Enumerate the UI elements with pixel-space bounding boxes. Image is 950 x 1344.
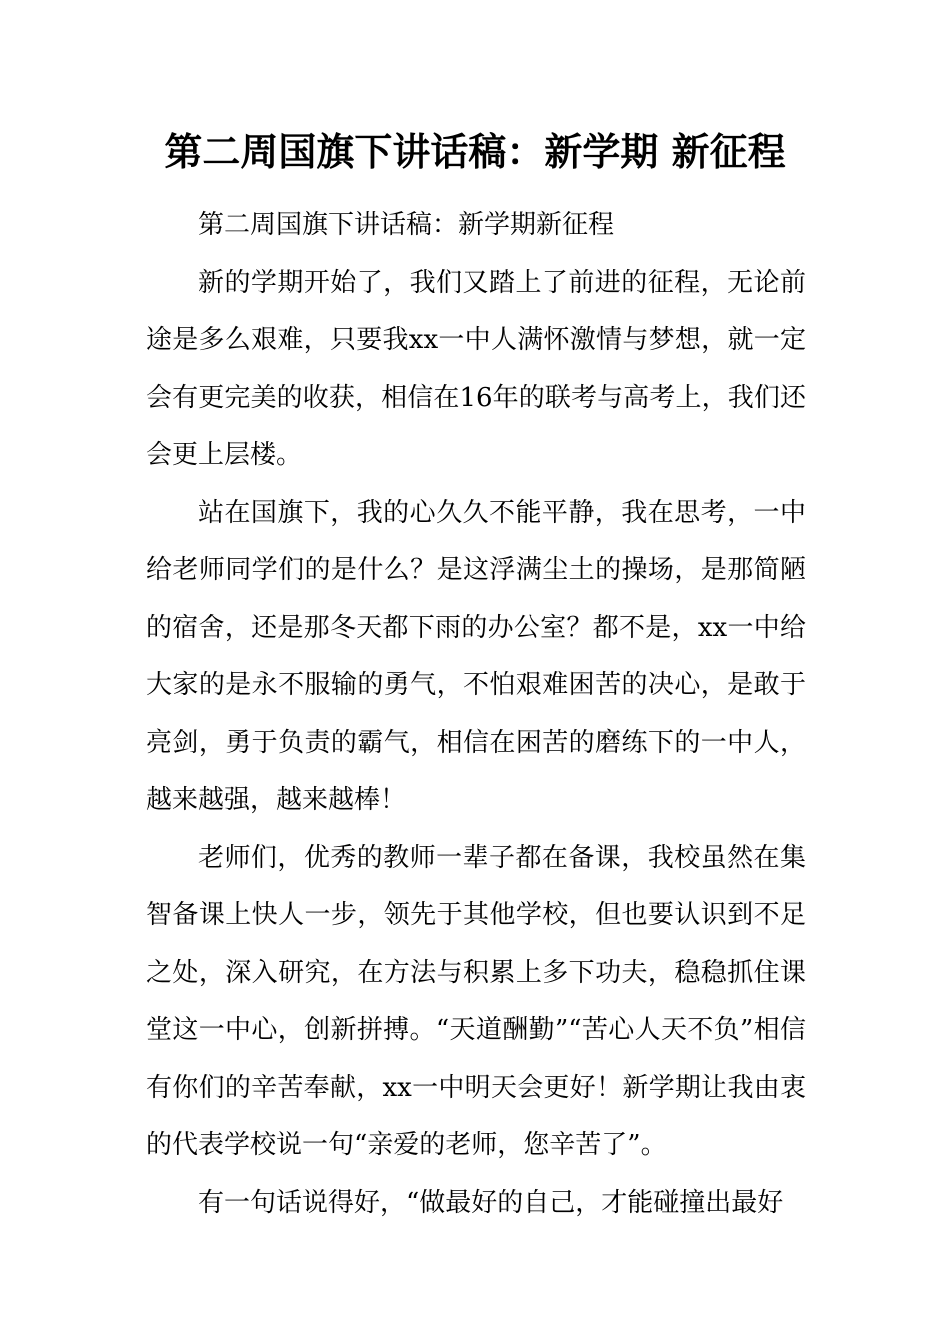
document-body	[146, 197, 806, 1232]
paragraph-subtitle: 第二周国旗下讲话稿：新学期新征程	[198, 210, 615, 240]
paragraph-teachers: 老师们，优秀的教师一辈子都在备课，我校虽然在集智备课上快人一步，领先于其他学校，但也要认识到不足之处，深入研究，在方法与积累上多下功夫，稳稳抓住课堂这一中心，创新拼搏。“天道酬勤”“苦心人天不负”相信有你们的辛苦奉献，xx一中明天会更好！新学期让我由衷的代表学校说一句“亲爱的老师，您辛苦了”。	[146, 842, 806, 1160]
document-title: 第二周国旗下讲话稿：新学期 新征程	[164, 130, 786, 174]
paragraph-best-self: 有一句话说得好，“做最好的自己，才能碰撞出最好	[198, 1187, 784, 1218]
paragraph-new-semester: 新的学期开始了，我们又踏上了前进的征程，无论前途是多么艰难，只要我xx一中人满怀激情与梦想，就一定会有更完美的收获，相信在16年的联考与高考上，我们还会更上层楼。	[146, 267, 806, 470]
paragraph-under-flag: 站在国旗下，我的心久久不能平静，我在思考，一中给老师同学们的是什么？是这浮满尘土的操场，是那简陋的宿舍，还是那冬天都下雨的办公室？都不是，xx一中给大家的是永不服输的勇气，不怕艰难困苦的决心，是敢于亮剑，勇于负责的霸气，相信在困苦的磨练下的一中人，越来越强，越来越棒！	[146, 497, 806, 815]
